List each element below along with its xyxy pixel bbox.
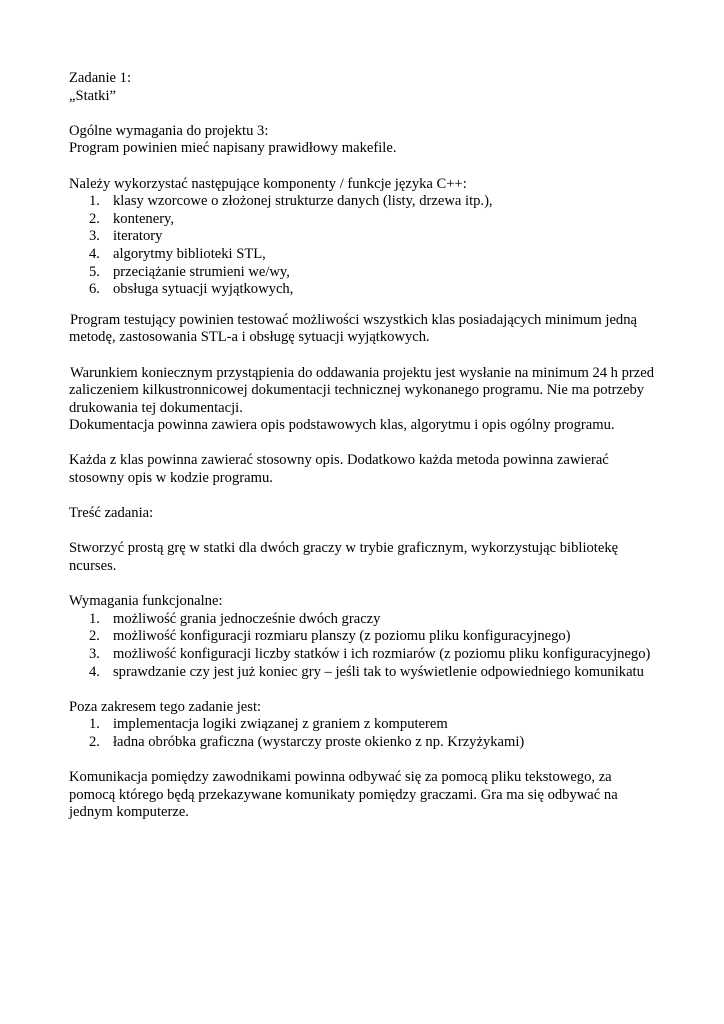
document-page xyxy=(69,70,679,822)
out-of-scope-heading: Poza zakresem tego zadanie jest: xyxy=(69,698,262,715)
testing-paragraph-line2: metodę, zastosowania STL-a i obsługę sytuacji wyjątkowych. xyxy=(69,329,430,346)
list-item: 4. sprawdzanie czy jest już koniec gry – jeśli tak to wyświetlenie odpowiedniego komunikatu xyxy=(89,663,644,680)
task-title: „Statki” xyxy=(69,87,117,104)
list-item: 4. algorytmy biblioteki STL, xyxy=(89,245,266,262)
communication-line1: Komunikacja pomiędzy zawodnikami powinna odbywać się za pomocą pliku tekstowego, za xyxy=(69,769,612,786)
documentation-line4: Dokumentacja powinna zawiera opis podstawowych klas, algorytmu i opis ogólny programu. xyxy=(69,417,615,434)
list-item: 6. obsługa sytuacji wyjątkowych, xyxy=(89,281,294,298)
documentation-line2: zaliczeniem kilkustronnicowej dokumentacji technicznej wykonanego programu. Nie ma potrzeby xyxy=(69,382,645,399)
communication-line3: jednym komputerze. xyxy=(69,804,189,821)
list-item: 1. możliwość grania jednocześnie dwóch graczy xyxy=(89,610,381,627)
list-item: 3. iteratory xyxy=(89,228,163,245)
task-content-line2: ncurses. xyxy=(69,558,117,575)
list-item: 3. możliwość konfiguracji liczby statków i ich rozmiarów (z poziomu pliku konfiguracyjnego) xyxy=(89,646,651,662)
components-intro: Należy wykorzystać następujące komponenty / funkcje języka C++: xyxy=(69,175,467,192)
general-requirements-text: Program powinien mieć napisany prawidłowy makefile. xyxy=(69,140,397,157)
task-content-heading: Treść zadania: xyxy=(69,505,154,522)
classes-line2: stosowny opis w kodzie programu. xyxy=(69,470,273,487)
list-item: 2. możliwość konfiguracji rozmiaru planszy (z poziomu pliku konfiguracyjnego) xyxy=(89,628,571,645)
classes-line1: Każda z klas powinna zawierać stosowny opis. Dodatkowo każda metoda powinna zawierać xyxy=(69,452,609,469)
list-item: 2. ładna obróbka graficzna (wystarczy proste okienko z np. Krzyżykami) xyxy=(89,733,525,750)
task-content-line1: Stworzyć prostą grę w statki dla dwóch graczy w trybie graficznym, wykorzystując bibliotekę xyxy=(69,540,619,557)
list-item: 1. klasy wzorcowe o złożonej strukturze danych (listy, drzewa itp.), xyxy=(89,193,493,210)
list-item: 2. kontenery, xyxy=(89,210,175,227)
functional-heading: Wymagania funkcjonalne: xyxy=(69,593,223,610)
out-of-scope-list xyxy=(69,716,679,751)
communication-line2: pomocą którego będą przekazywane komunikaty pomiędzy graczami. Gra ma się odbywać na xyxy=(69,786,618,803)
general-requirements-heading: Ogólne wymagania do projektu 3: xyxy=(69,122,269,139)
functional-list xyxy=(69,611,679,681)
components-list xyxy=(69,193,679,299)
list-item: 5. przeciążanie strumieni we/wy, xyxy=(89,263,290,280)
list-item: 1. implementacja logiki związanej z graniem z komputerem xyxy=(89,716,448,733)
documentation-line1: Warunkiem koniecznym przystąpienia do oddawania projektu jest wysłanie na minimum 24 h przed xyxy=(70,364,655,381)
documentation-line3: drukowania tej dokumentacji. xyxy=(69,399,243,416)
testing-paragraph-line1: Program testujący powinien testować możliwości wszystkich klas posiadających minimum jedną xyxy=(70,311,637,328)
task-number: Zadanie 1: xyxy=(69,70,131,86)
